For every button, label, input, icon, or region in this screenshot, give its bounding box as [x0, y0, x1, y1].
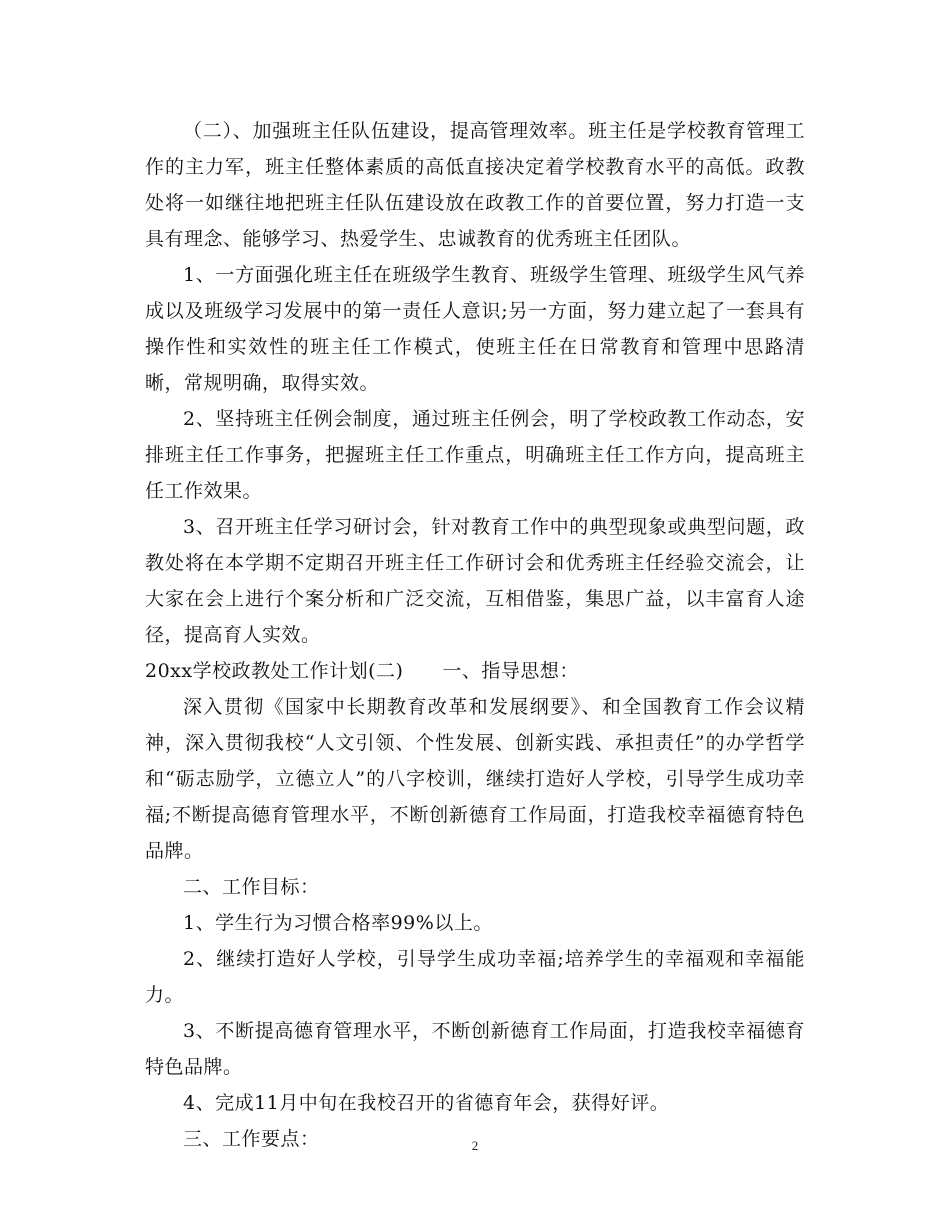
paragraph-item-3-seminars: 3、召开班主任学习研讨会，针对教育工作中的典型现象或典型问题，政教处将在本学期不定期召开班主任工作研讨会和优秀班主任经验交流会，让大家在会上进行个案分析和广泛交流，互相借鉴，集思广益，以丰富育人途径，提高育人实效。 [145, 516, 805, 646]
paragraph-item-1-responsibility: 1、一方面强化班主任在班级学生教育、班级学生管理、班级学生风气养成以及班级学习发展中的第一责任人意识;另一方面，努力建立起了一套具有操作性和实效性的班主任工作模式，使班主任在日常教育和管理中思路清晰，常规明确，取得实效。 [145, 264, 805, 394]
paragraph-guiding-thought: 深入贯彻《国家中长期教育改革和发展纲要》、和全国教育工作会议精神，深入贯彻我校“人文引领、个性发展、创新实践、承担责任”的办学哲学和“砺志励学，立德立人”的八字校训，继续打造好人学校，引导学生成功幸福;不断提高德育管理水平，不断创新德育工作局面，打造我校幸福德育特色品牌。 [145, 696, 805, 862]
section-heading-plan-two: 20xx学校政教处工作计划(二) 一、指导思想： [145, 660, 579, 682]
paragraph-item-2-meetings: 2、坚持班主任例会制度，通过班主任例会，明了学校政教工作动态，安排班主任工作事务，把握班主任工作重点，明确班主任工作方向，提高班主任工作效果。 [145, 408, 805, 502]
heading-work-points: 三、工作要点： [183, 1128, 320, 1150]
paragraph-team-building: （二）、加强班主任队伍建设，提高管理效率。班主任是学校教育管理工作的主力军，班主任整体素质的高低直接决定着学校教育水平的高低。政教处将一如继往地把班主任队伍建设放在政教工作的首要位置，努力打造一支具有理念、能够学习、热爱学生、忠诚教育的优秀班主任团队。 [145, 120, 805, 250]
page-number: 2 [471, 1138, 479, 1153]
goal-item-1: 1、学生行为习惯合格率99%以上。 [183, 912, 493, 934]
document-body [145, 113, 805, 1157]
goal-item-4: 4、完成11月中旬在我校召开的省德育年会，获得好评。 [183, 1092, 670, 1114]
heading-work-goals: 二、工作目标： [183, 876, 320, 898]
goal-item-3: 3、不断提高德育管理水平，不断创新德育工作局面，打造我校幸福德育特色品牌。 [145, 1020, 805, 1078]
goal-item-2: 2、继续打造好人学校，引导学生成功幸福;培养学生的幸福观和幸福能力。 [145, 948, 805, 1006]
